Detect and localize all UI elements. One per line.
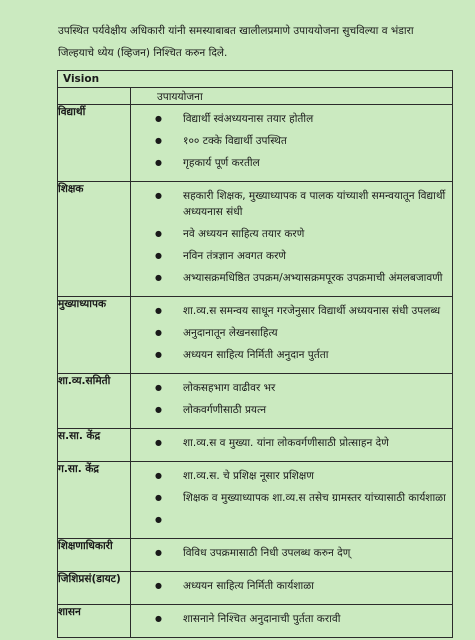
- list-item: [131, 380, 446, 396]
- vision-table: [57, 70, 453, 638]
- list-item: [131, 270, 446, 286]
- header-blank-cell: [58, 88, 131, 105]
- vision-title: Vision: [58, 71, 453, 88]
- role-cell: शिक्षणाधिकारी: [58, 539, 131, 572]
- list-item-text: ● सहकारी शिक्षक, मुख्याध्यापक व पालक यांच्याशी समन्वयातून विद्यार्थी अध्ययनास संधी: [183, 190, 446, 218]
- list-item-text: ● गृहकार्य पूर्ण करतील: [183, 157, 260, 169]
- table-row: [58, 297, 453, 374]
- measures-list: [131, 374, 452, 428]
- list-item: [131, 578, 446, 594]
- list-item-text: ● लोकवर्गणीसाठी प्रयत्न: [183, 404, 267, 416]
- list-item: [131, 468, 446, 484]
- measures-list: [131, 462, 452, 538]
- list-item-text: ● लोकसहभाग वाढीवर भर: [183, 382, 276, 394]
- list-item: [131, 402, 446, 418]
- table-row: [58, 539, 453, 572]
- table-row: [58, 462, 453, 539]
- list-item: [131, 512, 446, 528]
- list-item: [131, 611, 446, 627]
- list-item-text: ● १०० टक्के विद्यार्थी उपस्थित: [183, 135, 287, 147]
- list-item-text: ● अभ्यासक्रमधिष्ठित उपक्रम/अभ्यासक्रमपूरक उपक्रमाची अंमलबजावणी: [183, 272, 443, 284]
- measures-list: [131, 297, 452, 373]
- list-item: [131, 133, 446, 149]
- table-row: [58, 182, 453, 297]
- list-item-text: ● शासनाने निश्चित अनुदानाची पुर्तता करावी: [183, 613, 341, 625]
- list-item-text: ● विविध उपक्रमासाठी निधी उपलब्ध करुन देण्: [183, 547, 351, 559]
- measures-list: [131, 572, 452, 604]
- role-cell: ग.सा. केंद्र: [58, 462, 131, 539]
- measures-list: [131, 105, 452, 181]
- list-item-text: ● शा.व्य.स समन्वय साधून गरजेनुसार विद्यार्थी अध्ययनास संधी उपलब्ध: [183, 305, 441, 317]
- role-cell: जिशिप्रसं(डायट): [58, 572, 131, 605]
- role-cell: शिक्षक: [58, 182, 131, 297]
- list-item-text: ● नविन तंत्रज्ञान अवगत करणे: [183, 250, 286, 262]
- list-item: [131, 155, 446, 171]
- list-item: [131, 435, 446, 451]
- measures-cell: [131, 297, 453, 374]
- role-cell: शासन: [58, 605, 131, 638]
- measures-cell: [131, 182, 453, 297]
- list-item: [131, 303, 446, 319]
- measures-cell: [131, 374, 453, 429]
- vision-title-row: [58, 71, 453, 88]
- list-item: [131, 490, 446, 506]
- measures-cell: [131, 429, 453, 462]
- list-item-text: ● अध्ययन साहित्य निर्मिती अनुदान पुर्तता: [183, 349, 329, 361]
- list-item-text: ● अध्ययन साहित्य निर्मिती कार्यशाळा: [183, 580, 314, 592]
- table-row: [58, 429, 453, 462]
- list-item-text: ● शिक्षक व मुख्याध्यापक शा.व्य.स तसेच ग्रामस्तर यांच्यासाठी कार्यशाळा: [183, 492, 446, 504]
- role-cell: स.सा. केंद्र: [58, 429, 131, 462]
- list-item: [131, 248, 446, 264]
- measures-list: [131, 429, 452, 461]
- role-cell: मुख्याध्यापक: [58, 297, 131, 374]
- list-item-text: ● अनुदानातून लेखनसाहित्य: [183, 327, 278, 339]
- measures-list: [131, 182, 452, 296]
- measures-cell: [131, 572, 453, 605]
- column-header-measures: उपाययोजना: [131, 88, 453, 105]
- table-row: [58, 374, 453, 429]
- measures-cell: [131, 105, 453, 182]
- list-item-text: ● विद्यार्थी स्वंअध्ययनास तयार होतील: [183, 113, 314, 125]
- list-item: [131, 347, 446, 363]
- table-row: [58, 605, 453, 638]
- list-item: [131, 188, 446, 220]
- intro-paragraph: उपस्थित पर्यवेक्षीय अधिकारी यांनी समस्याबाबत खालीलप्रमाणे उपाययोजना सुचविल्या व भंडारा जिल्हयाचे ध्येय (व्हिजन) निश्चित करुन दिले.: [58, 25, 414, 59]
- table-row: [58, 105, 453, 182]
- list-item: [131, 325, 446, 341]
- list-item-text: [183, 512, 446, 528]
- list-item: [131, 545, 446, 561]
- list-item-text: ● शा.व्य.स. चे प्रशिक्ष नूसार प्रशिक्षण: [183, 470, 314, 482]
- measures-cell: [131, 462, 453, 539]
- list-item: [131, 111, 446, 127]
- list-item-text: ● शा.व्य.स व मुख्या. यांना लोकवर्गणीसाठी प्रोत्साहन देणे: [183, 437, 389, 449]
- measures-cell: [131, 605, 453, 638]
- measures-cell: [131, 539, 453, 572]
- list-item: [131, 226, 446, 242]
- list-item-text: ● नवे अध्ययन साहित्य तयार करणे: [183, 228, 305, 240]
- role-cell: शा.व्य.समिती: [58, 374, 131, 429]
- role-cell: विद्यार्थी: [58, 105, 131, 182]
- column-header-row: [58, 88, 453, 105]
- measures-list: [131, 605, 452, 637]
- table-row: [58, 572, 453, 605]
- measures-list: [131, 539, 452, 571]
